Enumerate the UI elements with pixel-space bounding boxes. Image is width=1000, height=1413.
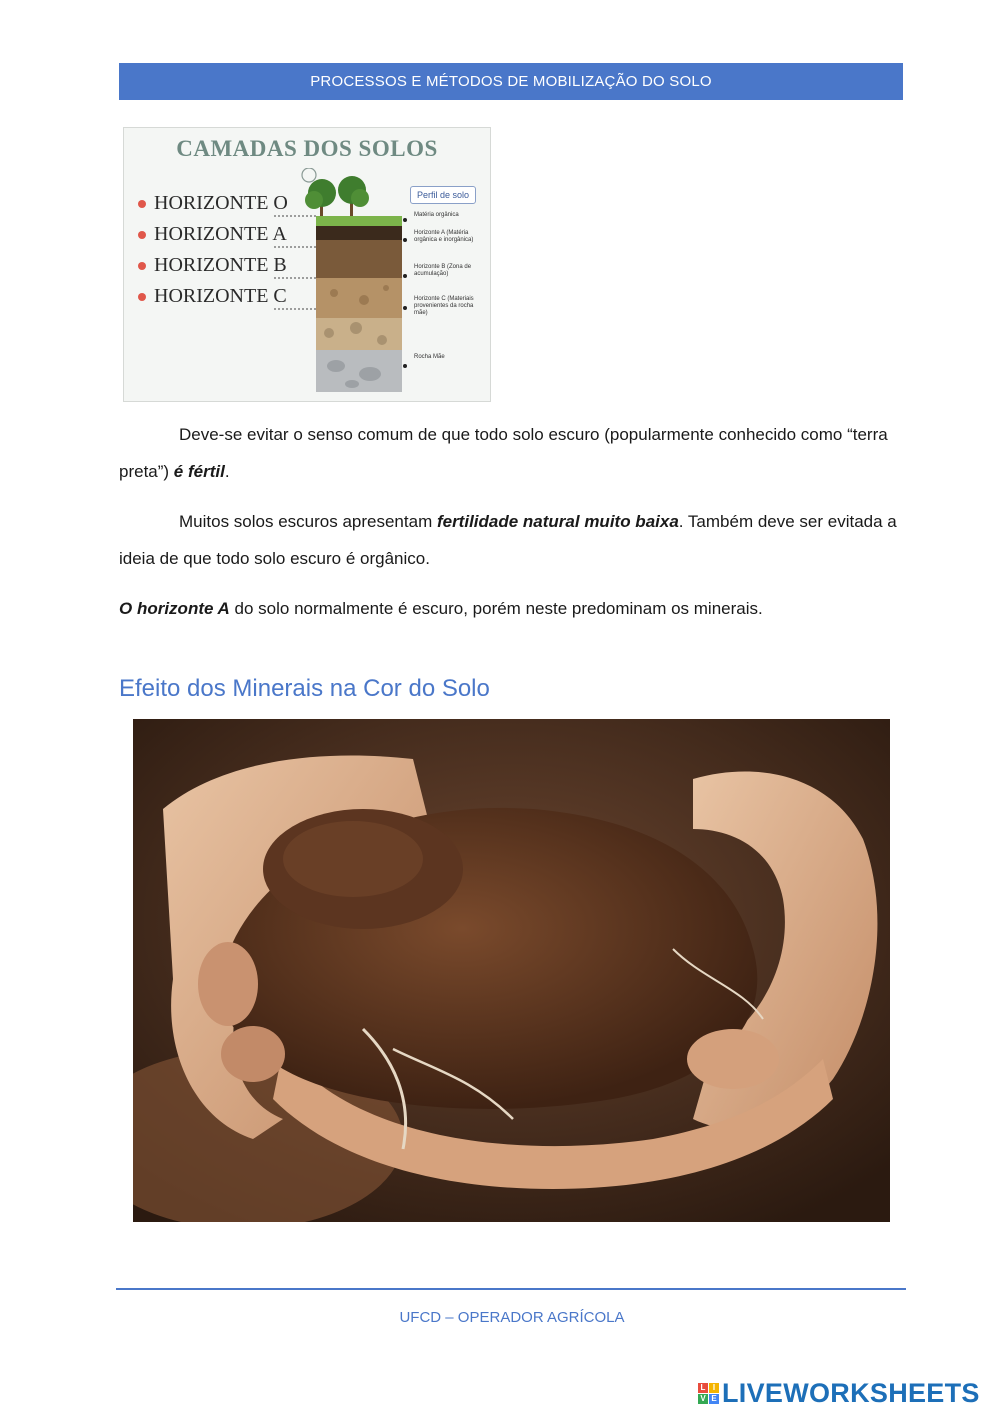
liveworksheets-logo xyxy=(698,1378,980,1408)
label-organic: Matéria orgânica xyxy=(414,212,459,218)
footer-rule xyxy=(116,1288,906,1290)
horizon-item: HORIZONTE O xyxy=(138,188,288,219)
label-horizon-a: Horizonte A (Matéria orgânica e inorgânica) xyxy=(414,230,474,243)
liveworksheets-mark-icon: L I V E xyxy=(698,1383,719,1404)
section-heading: Efeito dos Minerais na Cor do Solo xyxy=(119,675,490,702)
liveworksheets-text: LIVEWORKSHEETS xyxy=(722,1377,980,1408)
figure-title: CAMADAS DOS SOLOS xyxy=(176,136,438,161)
footer-text: UFCD – OPERADOR AGRÍCOLA xyxy=(399,1309,625,1326)
soil-layers-figure xyxy=(123,127,491,402)
horizon-item: HORIZONTE B xyxy=(138,250,288,281)
horizon-item: HORIZONTE C xyxy=(138,281,288,312)
emphasis-fertile: é fértil xyxy=(173,462,225,481)
photo-illustration xyxy=(133,719,890,1222)
soil-in-hands-photo xyxy=(133,719,890,1222)
label-horizon-c: Horizonte C (Materiais provenientes da rocha mãe) xyxy=(414,296,474,316)
page-header xyxy=(119,63,903,100)
emphasis-low-fertility: fertilidade natural muito baixa xyxy=(436,512,679,531)
label-bedrock: Rocha Mãe xyxy=(414,354,445,360)
soil-profile-chip: Perfil de solo xyxy=(410,186,476,204)
paragraph-3: O horizonte A do solo normalmente é escuro, porém neste predominam os minerais. xyxy=(119,599,763,618)
header-title: PROCESSOS E MÉTODOS DE MOBILIZAÇÃO DO SOLO xyxy=(310,73,712,90)
horizon-item: HORIZONTE A xyxy=(138,219,288,250)
emphasis-horizon-a: O horizonte A xyxy=(119,599,230,618)
paragraph-2: Muitos solos escuros apresentam fertilidade natural muito baixa. Também deve ser evitada a ideia de que todo solo escuro é orgânico. xyxy=(119,512,897,568)
paragraph-1: Deve-se evitar o senso comum de que todo solo escuro (popularmente conhecido como “terra preta”) é fértil. xyxy=(119,425,888,481)
label-horizon-b: Horizonte B (Zona de acumulação) xyxy=(414,264,472,277)
